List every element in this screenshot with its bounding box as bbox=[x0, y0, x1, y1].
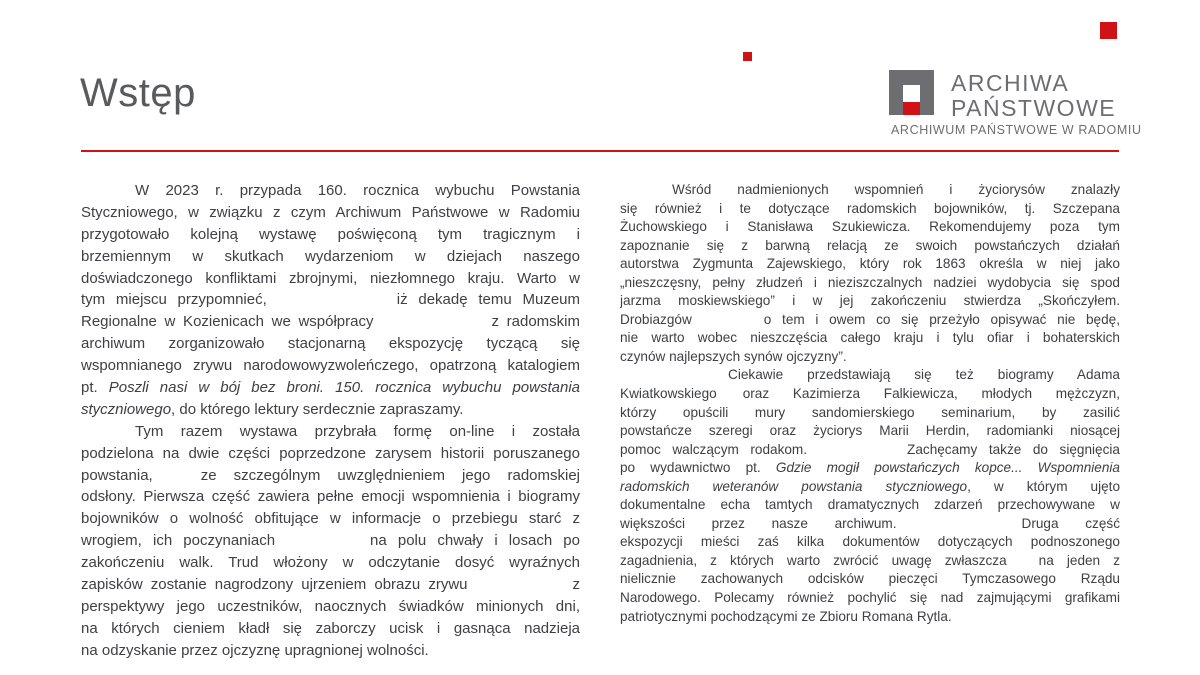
logo-white-pane bbox=[903, 85, 920, 102]
text-line bbox=[81, 443, 580, 465]
text-column-left bbox=[81, 180, 580, 662]
text-line bbox=[620, 255, 1120, 274]
text-line bbox=[620, 570, 1120, 589]
text-segment: autorstwa Zygmunta Zajewskiego, który rok 1863 określa w niej jako bbox=[620, 256, 1120, 272]
text-line bbox=[81, 333, 580, 355]
text-segment: perspektywy jego uczestników, naocznych świadków minionych dni, bbox=[81, 597, 580, 615]
text-line bbox=[620, 311, 1120, 330]
red-square-decoration-small bbox=[743, 52, 752, 61]
text-segment: powstańcze szeregi oraz życiorys Marii Herdin, radomianki niosącej bbox=[620, 423, 1120, 439]
justification-gap bbox=[468, 588, 573, 589]
text-line bbox=[620, 329, 1120, 348]
text-line bbox=[81, 552, 580, 574]
text-segment: Kwiatkowskiego bbox=[620, 386, 717, 402]
text-segment-italic: radomskich weteranów powstania styczniowego bbox=[620, 478, 968, 494]
text-segment: ekspozycji mieści zaś kilka dokumentów dotyczących podnoszonego bbox=[620, 534, 1120, 550]
text-line bbox=[81, 574, 580, 596]
text-segment: , do którego lektury serdecznie zapraszamy. bbox=[171, 400, 464, 418]
text-line bbox=[81, 355, 580, 377]
text-line bbox=[81, 421, 580, 443]
text-segment: Wśród nadmienionych wspomnień i życiorysów znalazły bbox=[672, 182, 1120, 197]
justification-gap bbox=[275, 544, 370, 545]
text-line bbox=[81, 289, 580, 311]
text-segment: nie warto wobec nieszczęścia całego kraju i tylu ofiar i bohaterskich bbox=[620, 330, 1120, 346]
text-segment: Ciekawie przedstawiają się też biogramy Adama bbox=[728, 367, 1120, 383]
text-line bbox=[620, 459, 1120, 478]
justification-gap bbox=[373, 325, 491, 326]
text-segment: patriotycznymi pochodzącymi ze Zbioru Romana Rytla. bbox=[620, 608, 952, 624]
text-segment-italic: styczniowego bbox=[81, 400, 172, 418]
text-segment: odsłony. Pierwsza część zawiera pełne emocji wspomnienia i biogramy bbox=[81, 488, 580, 506]
text-line bbox=[620, 404, 1120, 423]
text-line bbox=[620, 200, 1120, 219]
text-line bbox=[81, 640, 580, 662]
text-segment-italic: Gdzie mogił powstańczych kopce... Wspomnienia bbox=[775, 460, 1120, 476]
text-line bbox=[81, 202, 580, 224]
text-segment: Regionalne w Kozienicach we współpracy bbox=[81, 313, 374, 331]
text-line bbox=[620, 237, 1120, 256]
text-line bbox=[81, 268, 580, 290]
logo-word-line2: PAŃSTWOWE bbox=[951, 95, 1117, 121]
text-segment: na odzyskanie przez ojczyznę upragnionej wolności. bbox=[81, 641, 429, 659]
text-segment: pomoc walczącym rodakom. bbox=[620, 441, 808, 457]
text-segment: bojowników o wolność obfitujące w informacje o przebiegu starć z bbox=[81, 510, 580, 528]
text-line bbox=[81, 486, 580, 508]
red-square-decoration-large bbox=[1100, 22, 1117, 39]
text-segment: doświadczonego konfliktami zbrojnymi, niezłomnego kraju. Warto w bbox=[81, 269, 580, 287]
justification-gap bbox=[807, 453, 907, 454]
text-segment: się również i te dotyczące radomskich bojowników, tj. Szczepana bbox=[620, 200, 1120, 216]
text-segment: powstania, bbox=[81, 466, 153, 484]
archiwa-panstwowe-logo-icon bbox=[889, 70, 934, 115]
text-segment: iż dekadę temu Muzeum bbox=[396, 291, 580, 309]
text-line bbox=[81, 596, 580, 618]
text-line bbox=[620, 274, 1120, 293]
text-segment: na których cieniem kładł się zaborczy ucisk i gasnąca nadzieja bbox=[81, 619, 580, 637]
header-divider-rule bbox=[81, 150, 1119, 152]
page-title: Wstęp bbox=[80, 71, 196, 115]
text-segment: jarzma moskiewskiego” i w jej zakończeniu stwierdza „Skończyłem. bbox=[620, 293, 1120, 309]
logo-word-line1: ARCHIWA bbox=[951, 70, 1070, 96]
text-segment: z radomskim bbox=[491, 313, 580, 331]
text-line bbox=[620, 385, 1120, 404]
text-line bbox=[81, 224, 580, 246]
text-line bbox=[620, 441, 1120, 460]
text-segment: wspomnianego zrywu narodowowyzwoleńczego, opatrzoną katalogiem bbox=[81, 357, 580, 375]
text-line bbox=[81, 399, 580, 421]
logo-red-pane bbox=[903, 102, 920, 115]
text-segment: Żuchowskiego i Stanisława Szukiewicza. Rekomendujemy poza tym bbox=[620, 219, 1120, 235]
text-line bbox=[81, 246, 580, 268]
justification-gap bbox=[267, 303, 397, 304]
text-line bbox=[620, 552, 1120, 571]
text-line bbox=[620, 218, 1120, 237]
text-segment: na polu chwały i losach po bbox=[370, 532, 580, 550]
logo-subtitle: ARCHIWUM PAŃSTWOWE W RADOMIU bbox=[891, 123, 1142, 137]
text-segment: , w którym ujęto bbox=[967, 478, 1120, 494]
text-line bbox=[81, 465, 580, 487]
text-line bbox=[620, 348, 1120, 367]
text-line bbox=[620, 496, 1120, 515]
text-line bbox=[81, 180, 580, 202]
text-segment: „nieszczęsny, pełny złudzeń i nieziszczalnych nadziei wydobycia się spod bbox=[620, 274, 1120, 290]
text-segment-italic: Poszli nasi w bój bez broni. 150. rocznica wybuchu powstania bbox=[108, 379, 580, 397]
text-line bbox=[81, 377, 580, 399]
text-segment: większości przez nasze archiwum. bbox=[620, 515, 897, 531]
text-segment: dokumentalne echa tamtych dramatycznych zdarzeń przechowywane w bbox=[620, 497, 1120, 513]
text-line bbox=[620, 515, 1120, 534]
text-segment: zapisków zostanie nagrodzony ujrzeniem obrazu zrywu bbox=[81, 576, 468, 594]
justification-gap bbox=[153, 479, 201, 480]
text-segment: Styczniowego, w związku z czym Archiwum Państwowe w Radomiu bbox=[81, 203, 580, 221]
text-segment: z bbox=[572, 576, 580, 594]
text-segment: W 2023 r. przypada 160. rocznica wybuchu Powstania bbox=[135, 182, 580, 199]
text-line bbox=[620, 478, 1120, 497]
text-line bbox=[620, 292, 1120, 311]
text-line bbox=[620, 589, 1120, 608]
text-segment: zapoznanie się z barwną relacją ze swoich powstańczych działań bbox=[620, 237, 1120, 253]
text-segment: zagadnienia, z których warto zwrócić uwagę zwłaszcza bbox=[620, 552, 1007, 568]
text-line bbox=[81, 618, 580, 640]
text-line bbox=[81, 311, 580, 333]
text-line bbox=[81, 508, 580, 530]
justification-gap bbox=[1007, 564, 1039, 565]
text-segment: przygotowało kolejną wystawę poświęconą tym tragicznym i bbox=[81, 225, 580, 243]
text-segment: ze szczególnym uwzględnieniem jego radomskiej bbox=[200, 466, 580, 484]
text-segment: o tem i owem co się przeżyło opisywać nie będę, bbox=[763, 311, 1120, 327]
text-segment: Drobiazgów bbox=[620, 311, 692, 327]
text-segment: Zachęcamy także do sięgnięcia bbox=[907, 441, 1120, 457]
text-segment: zakończeniu walk. Trud włożony w odczytanie dosyć wyraźnych bbox=[81, 554, 580, 572]
justification-gap bbox=[897, 527, 1022, 528]
text-line bbox=[620, 181, 1120, 200]
justification-gap bbox=[692, 323, 764, 324]
text-column-right bbox=[620, 181, 1120, 626]
text-segment: archiwum zorganizowało stacjonarną ekspozycję tyczącą się bbox=[81, 335, 580, 353]
text-segment: brzemiennym w skutkach wydarzeniom w dziejach naszego bbox=[81, 247, 580, 265]
text-segment: Druga część bbox=[1021, 515, 1120, 531]
text-line bbox=[620, 366, 1120, 385]
text-segment: pt. bbox=[81, 379, 109, 397]
logo-wordmark bbox=[951, 71, 1116, 121]
text-line bbox=[620, 533, 1120, 552]
text-segment: czynów najlepszych synów ojczyzny”. bbox=[620, 348, 847, 364]
text-segment: Tym razem wystawa przybrała formę on-line i została bbox=[135, 422, 580, 440]
text-segment: nielicznie zachowanych odcisków pieczęci Tymczasowego Rządu bbox=[620, 571, 1120, 587]
text-segment: tym miejscu przypomnieć, bbox=[81, 291, 267, 309]
text-segment: po wydawnictwo pt. bbox=[620, 460, 776, 476]
text-segment: oraz Kazimierza Falkiewicza, młodych mężczyzn, bbox=[742, 386, 1120, 402]
text-segment: podzielona na dwie części poprzedzone zarysem historii poruszanego bbox=[81, 444, 580, 462]
text-line bbox=[81, 530, 580, 552]
text-segment: wrogiem, ich poczynaniach bbox=[81, 532, 276, 550]
text-line bbox=[620, 608, 1120, 627]
justification-gap bbox=[717, 397, 743, 398]
text-segment: Narodowego. Polecamy również pochylić się nad zajmującymi grafikami bbox=[620, 590, 1120, 606]
text-segment: którzy opuścili mury sandomierskiego seminarium, by zasilić bbox=[620, 404, 1120, 420]
text-segment: na jeden z bbox=[1038, 552, 1120, 568]
text-line bbox=[620, 422, 1120, 441]
